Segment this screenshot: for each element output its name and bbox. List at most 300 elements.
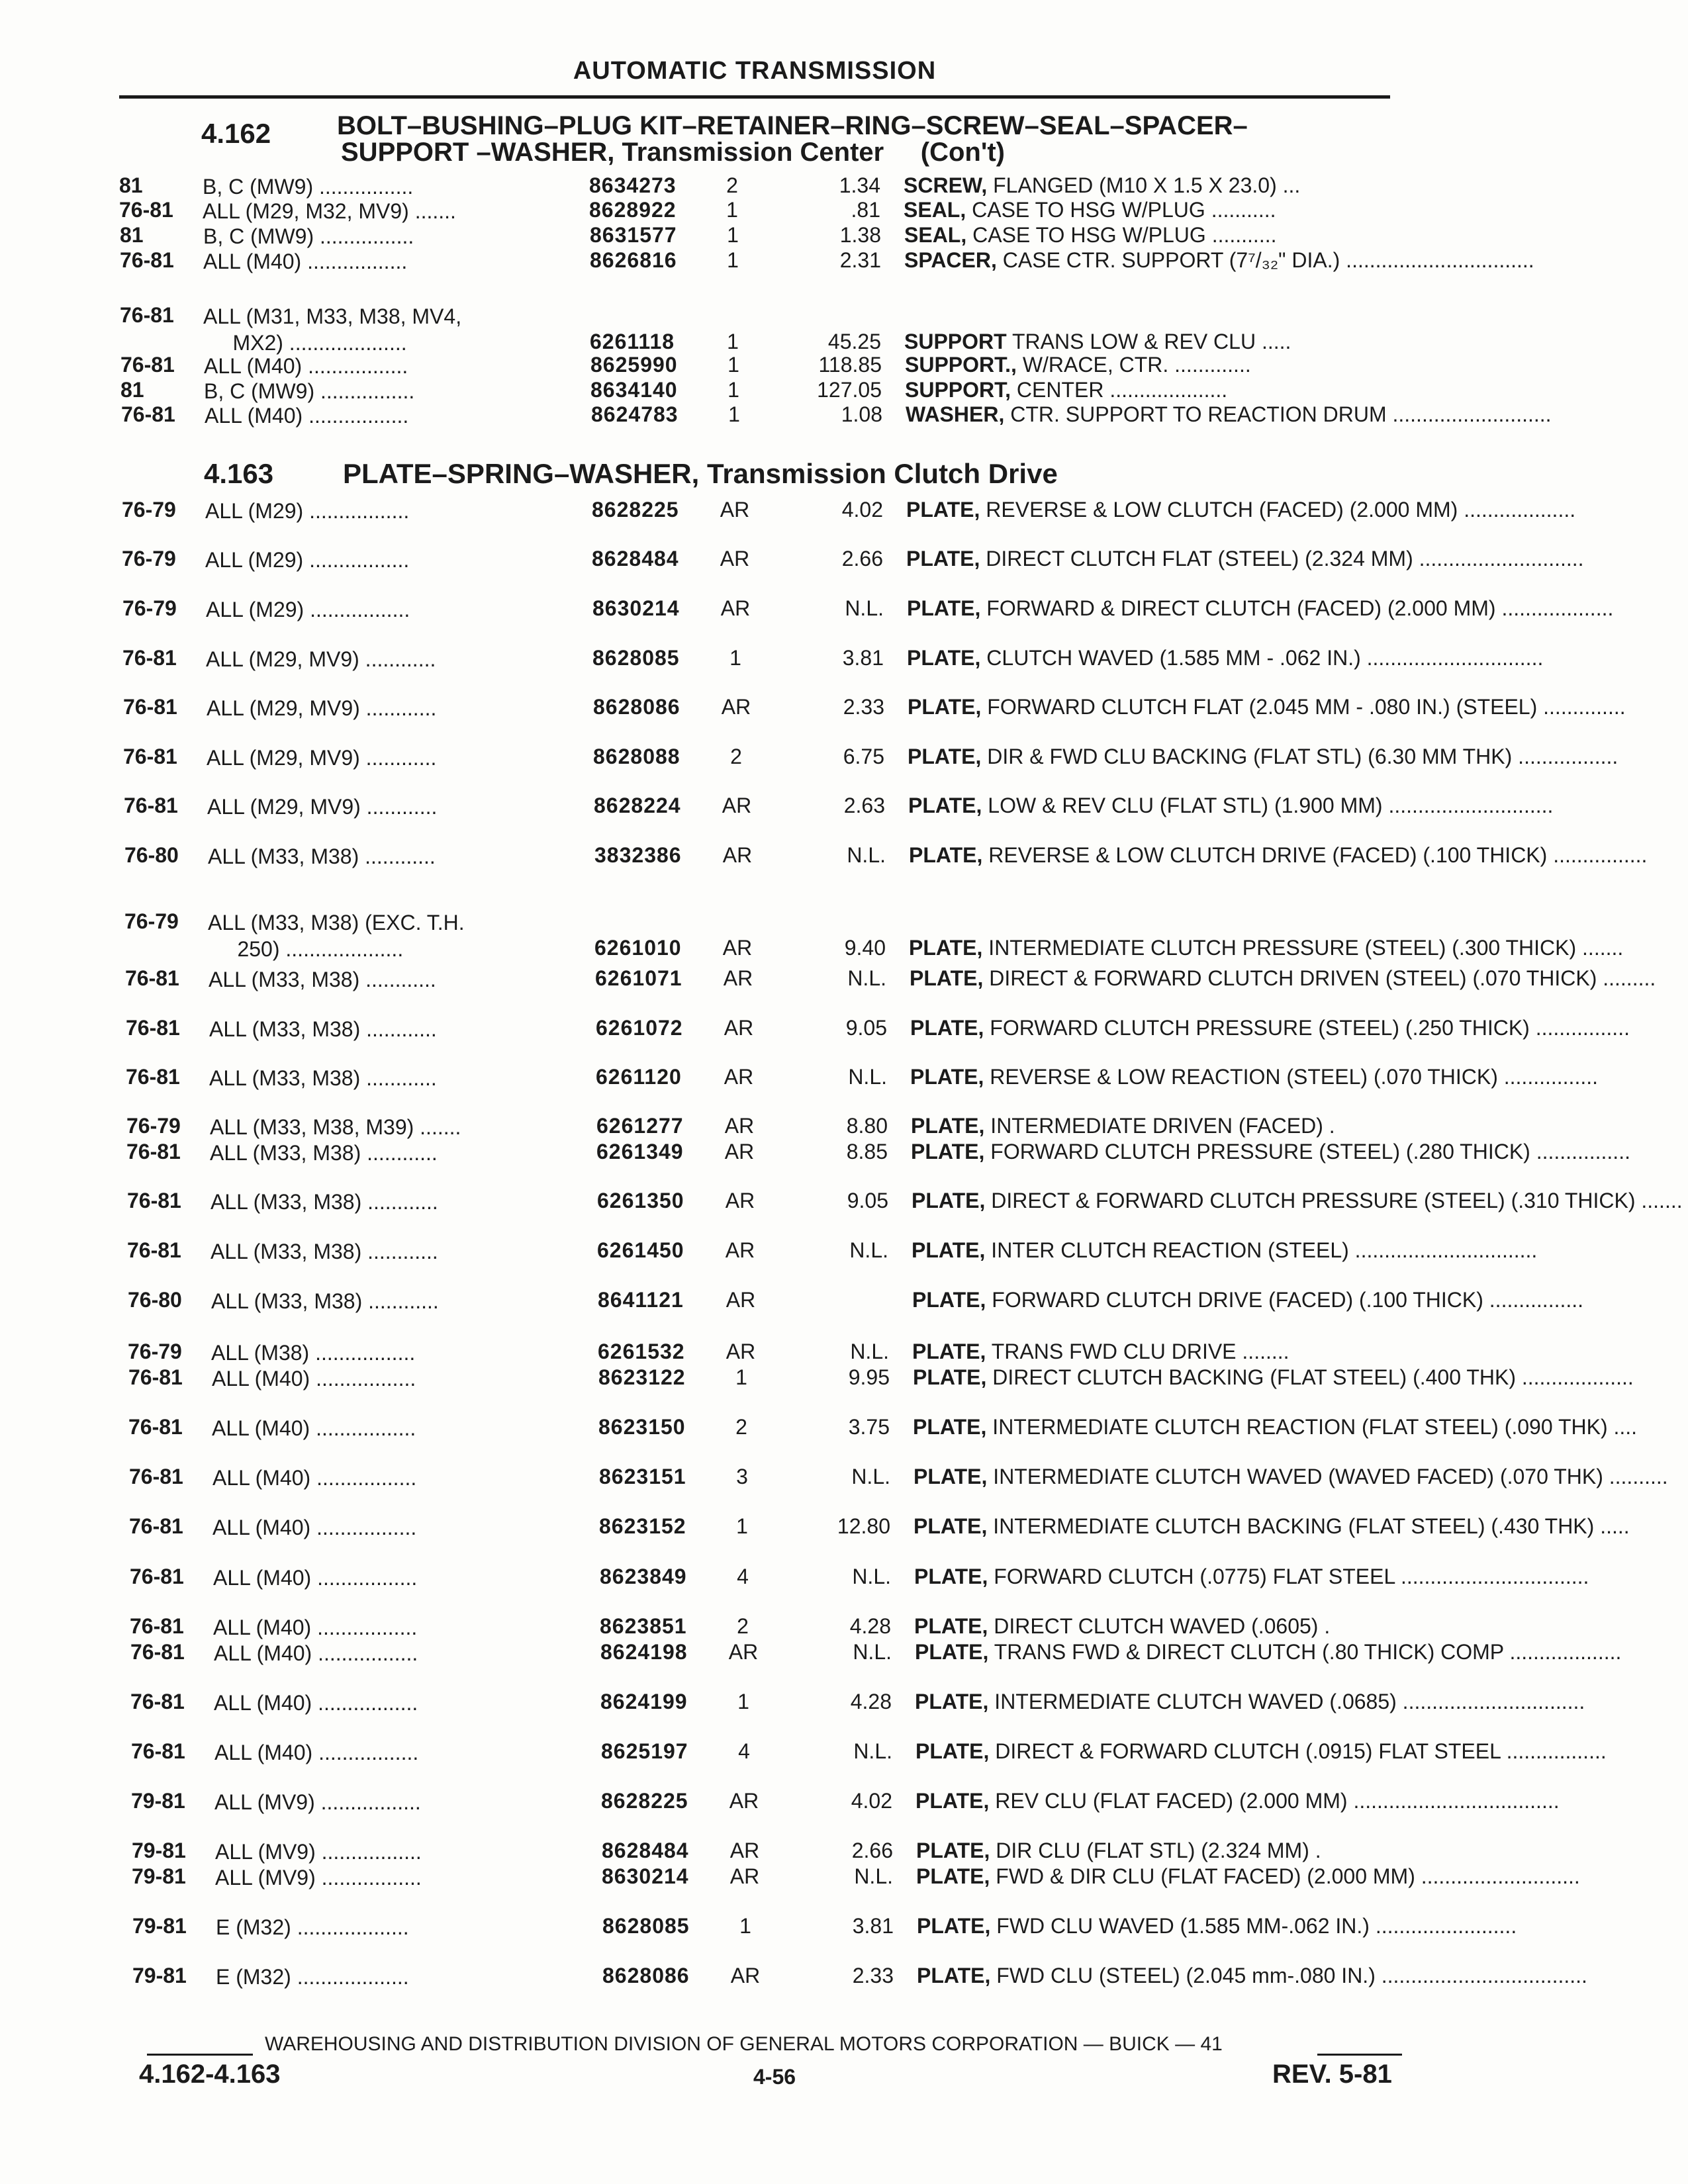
part-number: 8628225	[592, 498, 679, 522]
price: 2.33	[843, 695, 884, 719]
model-years: 76-79	[122, 547, 176, 570]
description	[907, 596, 1613, 621]
price: 4.28	[849, 1614, 891, 1638]
part-name: PLATE,	[915, 1789, 990, 1813]
price: N.L.	[853, 1640, 892, 1664]
part-description: TRANS FWD & DIRECT CLUTCH (.80 THICK) COMP ...................	[994, 1640, 1622, 1664]
page-header: AUTOMATIC TRANSMISSION	[573, 57, 937, 85]
price: 2.66	[841, 547, 883, 570]
description	[915, 1690, 1585, 1714]
application: ALL (M29) .................	[205, 548, 410, 572]
part-number: 8641121	[598, 1288, 684, 1312]
model-years: 76-79	[122, 596, 177, 620]
application: ALL (M29, MV9) ............	[207, 696, 437, 720]
part-name: PLATE,	[912, 1340, 986, 1363]
part-name: SEAL,	[904, 198, 966, 222]
application: ALL (M29) .................	[206, 598, 410, 621]
part-description: INTERMEDIATE CLUTCH PRESSURE (STEEL) (.300 THICK) .......	[988, 936, 1624, 960]
price: N.L.	[847, 843, 886, 867]
price: 2.33	[852, 1964, 894, 1987]
description	[915, 1789, 1560, 1813]
model-years: 79-81	[132, 1914, 187, 1938]
quantity: AR	[720, 498, 750, 522]
application: ALL (M33, M38) ............	[208, 844, 436, 868]
part-name: PLATE,	[908, 695, 982, 719]
application: B, C (MW9) ................	[203, 224, 414, 248]
application: ALL (M40) .................	[214, 1641, 418, 1665]
description	[915, 1739, 1607, 1764]
description	[904, 198, 1276, 222]
description	[914, 1465, 1668, 1489]
part-number: 8623151	[599, 1465, 686, 1488]
model-years: 76-81	[127, 1189, 181, 1212]
model-years: 76-81	[128, 1365, 183, 1389]
quantity: AR	[724, 1065, 754, 1089]
part-name: PLATE,	[914, 1465, 988, 1488]
quantity: AR	[725, 1189, 755, 1212]
description	[917, 1964, 1587, 1988]
part-name: SUPPORT.,	[905, 353, 1017, 377]
part-description: W/RACE, CTR. .............	[1022, 353, 1251, 377]
application: ALL (M38) .................	[211, 1341, 416, 1365]
quantity: AR	[722, 843, 753, 867]
part-description: DIR & FWD CLU BACKING (FLAT STL) (6.30 MM THK) .................	[987, 745, 1618, 768]
part-name: PLATE,	[915, 1690, 989, 1713]
model-years: 81	[120, 378, 144, 402]
application: B, C (MW9) ................	[204, 379, 415, 403]
part-name: PLATE,	[909, 843, 983, 867]
application: ALL (M31, M33, M38, MV4, MX2) ....................	[203, 304, 462, 355]
part-name: PLATE,	[908, 745, 982, 768]
description	[906, 402, 1552, 427]
part-number: 8625990	[590, 353, 678, 377]
application: ALL (M33, M38, M39) .......	[210, 1115, 461, 1139]
application: ALL (MV9) .................	[215, 1866, 422, 1889]
quantity: AR	[728, 1640, 759, 1664]
part-description: INTERMEDIATE CLUTCH REACTION (FLAT STEEL) (.090 THK) ....	[992, 1415, 1638, 1439]
price: 9.05	[847, 1189, 888, 1212]
quantity: 2	[726, 173, 738, 197]
part-name: PLATE,	[911, 1114, 985, 1138]
quantity: AR	[730, 1964, 761, 1987]
model-years: 76-81	[122, 646, 177, 670]
part-description: FORWARD & DIRECT CLUTCH (FACED) (2.000 MM) ...................	[986, 596, 1614, 620]
part-description: FWD CLU (STEEL) (2.045 mm-.080 IN.) ...................................	[996, 1964, 1587, 1987]
description	[914, 1514, 1630, 1539]
description	[908, 695, 1626, 719]
description	[905, 353, 1251, 377]
part-number: 6261450	[597, 1238, 684, 1262]
section-number: 4.163	[204, 458, 274, 489]
application: ALL (M29) .................	[205, 499, 410, 523]
part-number: 8628085	[602, 1914, 690, 1938]
application: ALL (M29, M32, MV9) .......	[203, 199, 456, 223]
model-years: 76-81	[127, 1238, 181, 1262]
application: ALL (M40) .................	[212, 1516, 417, 1539]
part-description: TRANS FWD CLU DRIVE ........	[991, 1340, 1289, 1363]
part-description: DIRECT CLUTCH FLAT (STEEL) (2.324 MM) ............................	[986, 547, 1584, 570]
part-number: 8628088	[593, 745, 680, 768]
price: 127.05	[817, 378, 882, 402]
price: 3.75	[848, 1415, 890, 1439]
part-number: 8631577	[590, 223, 677, 247]
part-name: PLATE,	[913, 1365, 987, 1389]
quantity: 1	[728, 402, 740, 426]
description	[915, 1640, 1621, 1664]
price: N.L.	[845, 596, 884, 620]
model-years: 81	[120, 223, 144, 247]
application: ALL (M33, M38) ............	[211, 1240, 438, 1263]
part-description: DIRECT & FORWARD CLUTCH DRIVEN (STEEL) (.070 THICK) .........	[989, 966, 1656, 990]
quantity: 2	[730, 745, 742, 768]
model-years: 76-81	[120, 353, 175, 377]
description	[912, 1189, 1683, 1213]
model-years: 79-81	[132, 1964, 187, 1987]
part-description: CENTER ....................	[1016, 378, 1228, 402]
description	[912, 1288, 1583, 1312]
description	[904, 248, 1534, 273]
application: ALL (M40) .................	[204, 354, 408, 378]
part-description: CTR. SUPPORT TO REACTION DRUM ...........................	[1010, 402, 1552, 426]
part-description: INTER CLUTCH REACTION (STEEL) ...............................	[991, 1238, 1538, 1262]
quantity: AR	[724, 1016, 754, 1040]
section-title-continued: SUPPORT –WASHER, Transmission Center (Con't)	[341, 138, 1005, 167]
part-number: 8623851	[600, 1614, 687, 1638]
description	[913, 1415, 1637, 1439]
model-years: 76-79	[128, 1340, 182, 1363]
description	[910, 1065, 1598, 1089]
part-description: FLANGED (M10 X 1.5 X 23.0) ...	[993, 173, 1301, 197]
part-number: 6261532	[598, 1340, 685, 1363]
description	[905, 378, 1227, 402]
quantity: 1	[727, 248, 739, 272]
part-name: PLATE,	[911, 1140, 985, 1163]
price: 9.40	[844, 936, 886, 960]
description	[904, 223, 1276, 248]
model-years: 81	[119, 173, 143, 197]
application: ALL (M40) .................	[213, 1566, 418, 1590]
part-name: PLATE,	[909, 936, 983, 960]
part-description: FORWARD CLUTCH PRESSURE (STEEL) (.280 THICK) ................	[990, 1140, 1630, 1163]
part-description: FORWARD CLUTCH (.0775) FLAT STEEL ................................	[994, 1565, 1589, 1588]
part-number: 8630214	[602, 1864, 689, 1888]
description	[916, 1839, 1321, 1863]
part-name: PLATE,	[917, 1964, 991, 1987]
part-description: DIRECT & FORWARD CLUTCH PRESSURE (STEEL) (.310 THICK) .......	[991, 1189, 1683, 1212]
application: ALL (MV9) .................	[215, 1840, 422, 1864]
quantity: 1	[727, 223, 739, 247]
model-years: 76-81	[125, 966, 179, 990]
quantity: 2	[735, 1415, 747, 1439]
part-description: FWD & DIR CLU (FLAT FACED) (2.000 MM) ...........................	[996, 1864, 1580, 1888]
section-title: BOLT–BUSHING–PLUG KIT–RETAINER–RING–SCREW–SEAL–SPACER–	[337, 111, 1248, 140]
part-number: 8626816	[590, 248, 677, 272]
quantity: AR	[729, 1864, 760, 1888]
quantity: 1	[737, 1690, 749, 1713]
quantity: 1	[729, 646, 741, 670]
part-name: PLATE,	[915, 1739, 990, 1763]
application: ALL (M40) .................	[212, 1367, 416, 1390]
application: E (M32) ...................	[216, 1965, 409, 1989]
part-description: CASE CTR. SUPPORT (7⁷/₃₂" DIA.) ................................	[1002, 248, 1534, 272]
model-years: 76-81	[130, 1565, 184, 1588]
quantity: AR	[724, 1140, 755, 1163]
part-name: PLATE,	[912, 1288, 986, 1312]
part-name: PLATE,	[906, 498, 980, 522]
part-name: PLATE,	[914, 1614, 988, 1638]
quantity: AR	[720, 596, 751, 620]
price: 4.28	[850, 1690, 892, 1713]
part-number: 8634273	[589, 173, 677, 197]
part-name: PLATE,	[907, 596, 981, 620]
quantity: AR	[723, 966, 753, 990]
part-name: SUPPORT	[904, 330, 1007, 353]
description	[909, 936, 1623, 960]
price: N.L.	[851, 1465, 890, 1488]
description	[916, 1864, 1580, 1889]
description	[904, 330, 1291, 354]
part-number: 8628085	[592, 646, 680, 670]
part-description: CLUTCH WAVED (1.585 MM - .062 IN.) ..............................	[986, 646, 1544, 670]
part-name: PLATE,	[914, 1514, 988, 1538]
application: ALL (M33, M38) ............	[211, 1190, 438, 1214]
model-years: 76-80	[128, 1288, 182, 1312]
application: ALL (M40) .................	[214, 1741, 419, 1764]
part-name: WASHER,	[906, 402, 1005, 426]
quantity: 1	[727, 353, 739, 377]
description	[910, 966, 1656, 991]
quantity: AR	[726, 1288, 756, 1312]
part-description: DIRECT CLUTCH BACKING (FLAT STEEL) (.400 THK) ...................	[992, 1365, 1634, 1389]
price: 3.81	[852, 1914, 894, 1938]
application: ALL (M40) .................	[214, 1691, 418, 1715]
part-number: 8623849	[600, 1565, 687, 1588]
model-years: 79-81	[132, 1839, 186, 1862]
price: 9.05	[845, 1016, 887, 1040]
model-years: 76-81	[119, 198, 173, 222]
model-years: 76-81	[120, 248, 174, 272]
part-number: 8624783	[591, 402, 679, 426]
quantity: 1	[736, 1514, 748, 1538]
model-years: 76-81	[130, 1690, 185, 1713]
price: 2.63	[843, 794, 885, 817]
quantity: 1	[727, 330, 739, 353]
part-description: REVERSE & LOW CLUTCH (FACED) (2.000 MM) ...................	[986, 498, 1576, 522]
price: 1.34	[839, 173, 880, 197]
part-description: INTERMEDIATE CLUTCH WAVED (WAVED FACED) (.070 THK) ..........	[993, 1465, 1668, 1488]
quantity: AR	[729, 1839, 760, 1862]
price: 9.95	[848, 1365, 890, 1389]
price: 4.02	[841, 498, 883, 522]
footer-publisher: WAREHOUSING AND DISTRIBUTION DIVISION OF GENERAL MOTORS CORPORATION — BUICK — 41	[265, 2033, 1223, 2055]
part-number: 8628922	[589, 198, 677, 222]
price: 3.81	[842, 646, 884, 670]
price: N.L.	[849, 1238, 888, 1262]
description	[912, 1340, 1289, 1364]
model-years: 76-81	[126, 1065, 180, 1089]
application: ALL (M29, MV9) ............	[207, 795, 438, 819]
part-name: PLATE,	[907, 646, 981, 670]
price: 6.75	[843, 745, 884, 768]
part-description: LOW & REV CLU (FLAT STL) (1.900 MM) ............................	[988, 794, 1554, 817]
description	[908, 794, 1553, 818]
model-years: 76-80	[124, 843, 179, 867]
part-number: 8634140	[590, 378, 678, 402]
description	[911, 1140, 1630, 1164]
quantity: 1	[739, 1914, 751, 1938]
model-years: 76-81	[121, 402, 175, 426]
application: ALL (M33, M38) (EXC. T.H. 250) ....................	[208, 911, 465, 961]
part-description: TRANS LOW & REV CLU .....	[1012, 330, 1291, 353]
part-name: PLATE,	[912, 1189, 986, 1212]
description	[911, 1114, 1335, 1138]
part-name: SUPPORT,	[905, 378, 1011, 402]
model-years: 76-81	[126, 1140, 181, 1163]
part-description: FORWARD CLUTCH FLAT (2.045 MM - .080 IN.) (STEEL) ..............	[987, 695, 1626, 719]
description	[909, 843, 1647, 868]
part-name: PLATE,	[917, 1914, 991, 1938]
quantity: 3	[736, 1465, 748, 1488]
part-number: 6261120	[596, 1065, 682, 1089]
part-number: 8630214	[592, 596, 680, 620]
model-years: 76-79	[124, 909, 179, 933]
price: N.L.	[848, 1065, 887, 1089]
model-years: 76-81	[129, 1514, 183, 1538]
part-number: 6261010	[594, 936, 682, 960]
part-number: 8625197	[601, 1739, 688, 1763]
description	[904, 173, 1300, 198]
part-number: 6261349	[596, 1140, 684, 1163]
part-name: PLATE,	[912, 1238, 986, 1262]
part-name: PLATE,	[914, 1565, 988, 1588]
price: 118.85	[818, 353, 882, 377]
description	[906, 547, 1584, 571]
part-description: FORWARD CLUTCH PRESSURE (STEEL) (.250 THICK) ................	[990, 1016, 1630, 1040]
part-description: DIRECT CLUTCH WAVED (.0605) .	[994, 1614, 1331, 1638]
part-name: PLATE,	[916, 1864, 990, 1888]
application: ALL (M40) .................	[213, 1615, 418, 1639]
application: ALL (MV9) .................	[214, 1790, 421, 1814]
part-description: REV CLU (FLAT FACED) (2.000 MM) ...................................	[995, 1789, 1560, 1813]
part-name: SCREW,	[904, 173, 988, 197]
part-number: 6261118	[590, 330, 675, 353]
application: ALL (M33, M38) ............	[209, 1066, 437, 1090]
model-years: 76-81	[120, 303, 174, 327]
application: E (M32) ...................	[216, 1915, 409, 1939]
section-number: 4.162	[201, 118, 271, 149]
price: .81	[851, 198, 880, 222]
price: 8.80	[846, 1114, 888, 1138]
price: N.L.	[850, 1340, 889, 1363]
quantity: 2	[737, 1614, 749, 1638]
price: N.L.	[853, 1739, 892, 1763]
part-description: REVERSE & LOW REACTION (STEEL) (.070 THICK) ................	[990, 1065, 1598, 1089]
part-name: PLATE,	[913, 1415, 987, 1439]
quantity: AR	[721, 695, 751, 719]
footer-rule-left	[147, 2054, 253, 2056]
price: 12.80	[837, 1514, 890, 1538]
part-number: 8624199	[600, 1690, 688, 1713]
part-name: PLATE,	[908, 794, 982, 817]
description	[914, 1614, 1330, 1639]
part-name: PLATE,	[910, 1016, 984, 1040]
quantity: AR	[722, 794, 752, 817]
part-description: INTERMEDIATE CLUTCH BACKING (FLAT STEEL) (.430 THK) .....	[993, 1514, 1630, 1538]
part-number: 8624198	[600, 1640, 688, 1664]
header-rule	[119, 95, 1390, 99]
part-description: CASE TO HSG W/PLUG ...........	[972, 223, 1277, 247]
footer-revision: REV. 5-81	[1272, 2060, 1392, 2089]
application: ALL (M29, MV9) ............	[206, 647, 436, 671]
footer-page-number: 4-56	[753, 2065, 796, 2089]
part-number: 8628086	[593, 695, 680, 719]
model-years: 76-81	[123, 695, 177, 719]
model-years: 76-79	[126, 1114, 181, 1138]
section-title: PLATE–SPRING–WASHER, Transmission Clutch Drive	[343, 458, 1058, 489]
part-description: INTERMEDIATE CLUTCH WAVED (.0685) ...............................	[994, 1690, 1585, 1713]
model-years: 76-79	[122, 498, 176, 522]
part-name: PLATE,	[910, 1065, 984, 1089]
application: B, C (MW9) ................	[203, 175, 414, 199]
quantity: 1	[726, 198, 738, 222]
quantity: 1	[727, 378, 739, 402]
model-years: 76-81	[130, 1614, 184, 1638]
description	[912, 1238, 1537, 1263]
price: 2.31	[839, 248, 881, 272]
quantity: AR	[722, 936, 753, 960]
application: ALL (M33, M38) ............	[210, 1141, 438, 1165]
model-years: 76-81	[126, 1016, 180, 1040]
price: 45.25	[827, 330, 881, 353]
part-description: FORWARD CLUTCH DRIVE (FACED) (.100 THICK) ................	[992, 1288, 1584, 1312]
part-description: REVERSE & LOW CLUTCH DRIVE (FACED) (.100 THICK) ................	[988, 843, 1648, 867]
price: N.L.	[847, 966, 886, 990]
model-years: 76-81	[129, 1465, 183, 1488]
model-years: 76-81	[124, 794, 178, 817]
price: N.L.	[854, 1864, 893, 1888]
part-number: 6261350	[597, 1189, 684, 1212]
quantity: 4	[738, 1739, 750, 1763]
part-name: SPACER,	[904, 248, 997, 272]
description	[913, 1365, 1634, 1390]
footer-section-range: 4.162-4.163	[139, 2060, 281, 2089]
part-number: 8623152	[599, 1514, 686, 1538]
application: ALL (M33, M38) ............	[209, 968, 436, 991]
price: 8.85	[846, 1140, 888, 1163]
part-number: 6261071	[595, 966, 682, 990]
application: ALL (M40) .................	[212, 1416, 416, 1440]
price: N.L.	[852, 1565, 891, 1588]
part-number: 6261277	[596, 1114, 684, 1138]
description	[910, 1016, 1630, 1040]
description	[914, 1565, 1589, 1589]
part-description: DIRECT & FORWARD CLUTCH (.0915) FLAT STEEL .................	[995, 1739, 1607, 1763]
quantity: AR	[725, 1238, 755, 1262]
part-number: 8628484	[602, 1839, 689, 1862]
quantity: AR	[724, 1114, 755, 1138]
application: ALL (M33, M38) ............	[209, 1017, 437, 1041]
description	[917, 1914, 1517, 1938]
model-years: 79-81	[132, 1864, 186, 1888]
quantity: AR	[720, 547, 750, 570]
application: ALL (M40) .................	[212, 1466, 417, 1490]
model-years: 76-81	[128, 1415, 183, 1439]
application: ALL (M40) .................	[203, 250, 408, 273]
part-number: 6261072	[596, 1016, 683, 1040]
part-number: 8623122	[598, 1365, 686, 1389]
model-years: 76-81	[131, 1739, 185, 1763]
application: ALL (M40) .................	[205, 404, 409, 428]
